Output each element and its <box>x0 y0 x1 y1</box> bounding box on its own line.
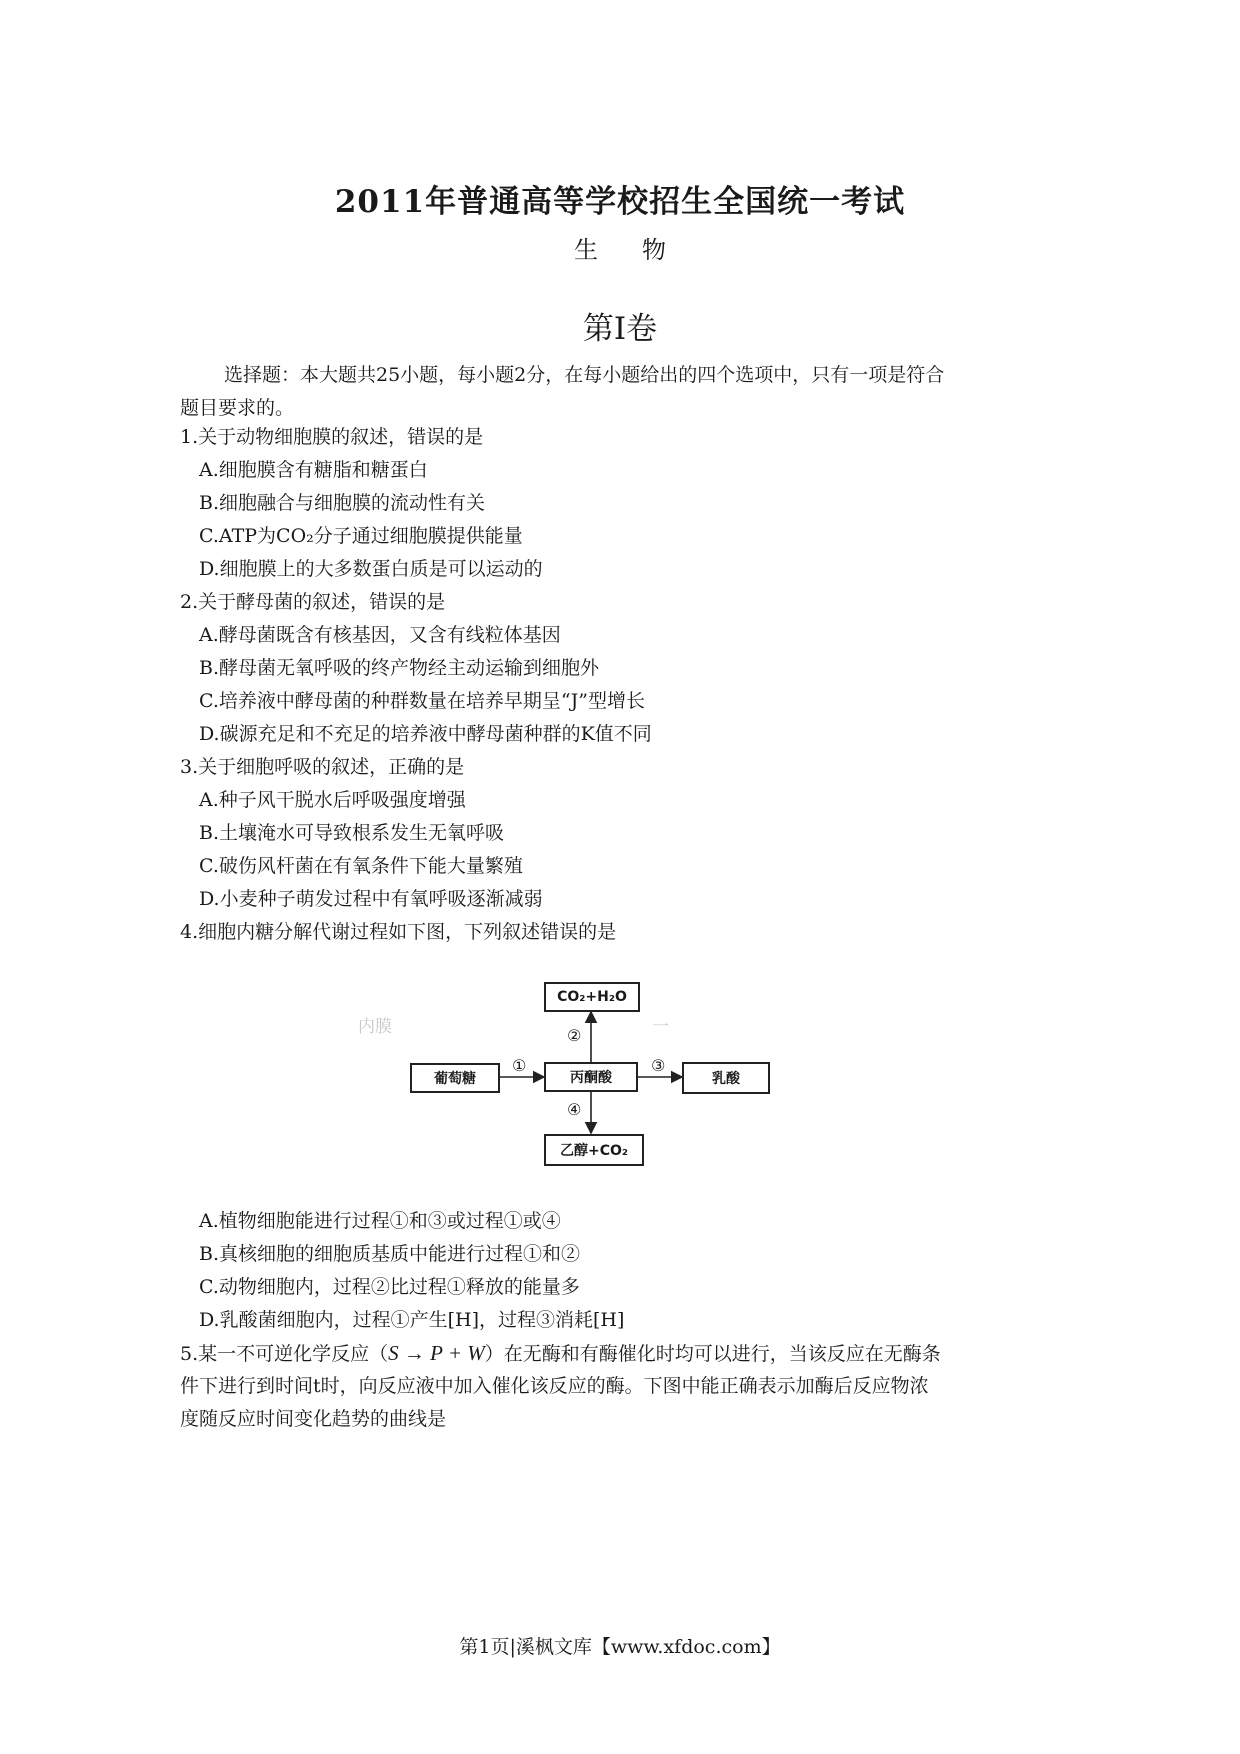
page-footer: 第1页|溪枫文库【www.xfdoc.com】 <box>459 1636 781 1658</box>
pyruvate-box: 丙酮酸 <box>544 1062 638 1092</box>
co2-h2o-box: CO₂+H₂O <box>544 982 640 1012</box>
faint-text-left: 内膜 <box>358 1017 392 1037</box>
subject-char-1: 生 <box>574 236 598 264</box>
question-3-option-c: C.破伤风杆菌在有氧条件下能大量繁殖 <box>199 855 523 877</box>
glucose-box: 葡萄糖 <box>410 1063 500 1093</box>
question-3-option-b: B.土壤淹水可导致根系发生无氧呼吸 <box>199 822 505 844</box>
question-5-line-3: 度随反应时间变化趋势的曲线是 <box>180 1408 447 1430</box>
question-4-stem: 4.细胞内糖分解代谢过程如下图，下列叙述错误的是 <box>180 921 617 943</box>
question-2-stem: 2.关于酵母菌的叙述，错误的是 <box>180 591 446 613</box>
faint-text-mid: 一 <box>652 1017 669 1037</box>
step-3-label: ③ <box>651 1056 666 1075</box>
question-2-option-a: A.酵母菌既含有核基因，又含有线粒体基因 <box>199 624 561 646</box>
intro-line-1: 选择题：本大题共25小题，每小题2分，在每小题给出的四个选项中，只有一项是符合 <box>224 364 945 386</box>
question-4-option-c: C.动物细胞内，过程②比过程①释放的能量多 <box>199 1276 580 1298</box>
question-5-pre: 5.某一不可逆化学反应（ <box>180 1343 389 1365</box>
question-5-post: ）在无酶和有酶催化时均可以进行，当该反应在无酶条 <box>484 1343 941 1365</box>
question-4-option-a: A.植物细胞能进行过程①和③或过程①或④ <box>199 1210 561 1232</box>
question-5-line-2: 件下进行到时间t时，向反应液中加入催化该反应的酶。下图中能正确表示加酶后反应物浓 <box>180 1375 929 1397</box>
step-2-label: ② <box>567 1026 582 1045</box>
question-4-option-b: B.真核细胞的细胞质基质中能进行过程①和② <box>199 1243 581 1265</box>
exam-title: 2011年普通高等学校招生全国统一考试 <box>334 184 906 220</box>
question-2-option-d: D.碳源充足和不充足的培养液中酵母菌种群的K值不同 <box>199 723 652 745</box>
question-1-option-c: C.ATP为CO₂分子通过细胞膜提供能量 <box>199 525 523 547</box>
step-4-label: ④ <box>567 1100 582 1119</box>
question-2-option-b: B.酵母菌无氧呼吸的终产物经主动运输到细胞外 <box>199 657 600 679</box>
question-5-line-1 <box>180 1340 941 1367</box>
question-3-stem: 3.关于细胞呼吸的叙述，正确的是 <box>180 756 465 778</box>
question-3-option-a: A.种子风干脱水后呼吸强度增强 <box>199 789 466 811</box>
volume-heading: 第I卷 <box>582 311 658 347</box>
lactic-acid-box: 乳酸 <box>682 1062 770 1094</box>
question-1-option-a: A.细胞膜含有糖脂和糖蛋白 <box>199 459 428 481</box>
reaction-equation: S → P + W <box>388 1341 485 1365</box>
question-3-option-d: D.小麦种子萌发过程中有氧呼吸逐渐减弱 <box>199 888 543 910</box>
subject-label <box>0 230 1240 265</box>
question-4-option-d: D.乳酸菌细胞内，过程①产生[H]，过程③消耗[H] <box>199 1309 625 1331</box>
question-1-option-b: B.细胞融合与细胞膜的流动性有关 <box>199 492 486 514</box>
question-1-stem: 1.关于动物细胞膜的叙述，错误的是 <box>180 426 484 448</box>
subject-char-2: 物 <box>642 236 666 264</box>
intro-line-2: 题目要求的。 <box>180 397 295 419</box>
question-1-option-d: D.细胞膜上的大多数蛋白质是可以运动的 <box>199 558 543 580</box>
glycolysis-diagram <box>358 970 780 1170</box>
step-1-label: ① <box>512 1056 527 1075</box>
question-2-option-c: C.培养液中酵母菌的种群数量在培养早期呈“J”型增长 <box>199 690 645 712</box>
ethanol-co2-box: 乙醇+CO₂ <box>544 1134 644 1166</box>
